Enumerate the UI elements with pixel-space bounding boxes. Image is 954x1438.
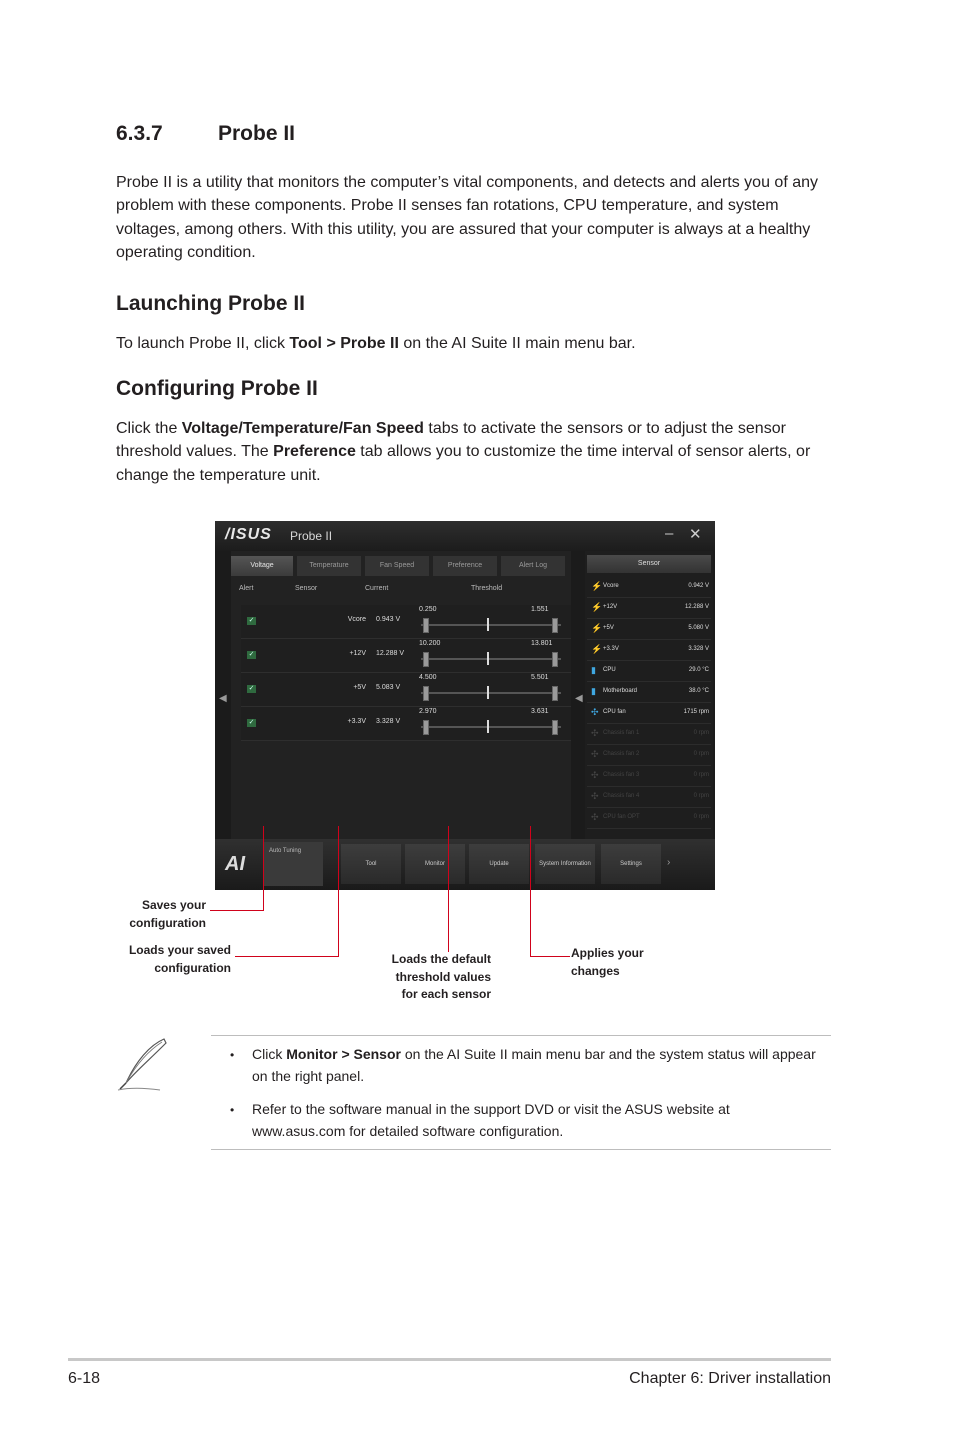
- row-threshold-low: 0.250: [419, 606, 437, 613]
- auto-tuning-button[interactable]: [263, 842, 323, 886]
- close-button[interactable]: ✕: [689, 526, 702, 543]
- callout-load-line1: Loads your saved: [128, 943, 231, 957]
- menu-tool[interactable]: Tool: [341, 844, 401, 884]
- sensor-row: [241, 639, 571, 673]
- row-current-value: 12.288 V: [376, 650, 405, 657]
- current-value-marker: [487, 720, 489, 733]
- sensor-item: [587, 703, 711, 724]
- configuring-text-1: Click the: [116, 420, 182, 437]
- sensor-item-value: 0 rpm: [693, 772, 709, 778]
- page-number: 6-18: [68, 1370, 101, 1387]
- sensor-item: [587, 661, 711, 682]
- threshold-slider-track: [421, 726, 561, 728]
- callout-save: [129, 897, 206, 932]
- row-threshold-high: 5.501: [531, 674, 549, 681]
- col-threshold: Threshold: [471, 585, 503, 592]
- ai-suite-menu-bar: [215, 839, 715, 890]
- threshold-low-handle[interactable]: [423, 618, 429, 633]
- sensor-item: [587, 808, 711, 829]
- callout-apply: [571, 945, 644, 980]
- footer-rule: [68, 1358, 831, 1361]
- row-threshold-high: 13.801: [531, 640, 553, 647]
- tab-preference[interactable]: Preference: [433, 556, 497, 576]
- sensor-item-value: 29.0 °C: [688, 667, 709, 673]
- sensor-item-value: 3.328 V: [688, 646, 709, 652]
- ai-suite-logo: AI: [225, 853, 245, 875]
- voltage-icon: ⚡: [591, 623, 603, 633]
- sensor-item-label: CPU fan: [603, 709, 626, 715]
- note-quill-icon: [114, 1035, 174, 1095]
- tab-fan-speed[interactable]: Fan Speed: [365, 556, 429, 576]
- callout-apply-line2: changes: [571, 963, 620, 978]
- section-heading: [116, 122, 295, 146]
- probe-ii-window: [215, 521, 715, 890]
- menu-system-information[interactable]: System Information: [535, 844, 595, 884]
- callout-line-apply: [530, 826, 531, 957]
- asus-logo: /ISUS: [225, 526, 272, 543]
- threshold-low-handle[interactable]: [423, 720, 429, 735]
- sensor-item-value: 1715 rpm: [683, 709, 709, 715]
- sensor-item: [587, 787, 711, 808]
- threshold-slider-track: [421, 658, 561, 660]
- row-threshold-low: 4.500: [419, 674, 437, 681]
- chapter-title: Chapter 6: Driver installation: [629, 1370, 831, 1387]
- title-bar: [215, 521, 715, 551]
- row-threshold-low: 2.970: [419, 708, 437, 715]
- current-value-marker: [487, 686, 489, 699]
- sensor-item: [587, 640, 711, 661]
- note-1-text-1: Click: [252, 1046, 287, 1062]
- thermometer-icon: ▮: [591, 686, 596, 696]
- launching-heading: Launching Probe II: [116, 292, 306, 315]
- menu-next-arrow-icon[interactable]: ›: [667, 857, 671, 868]
- sensor-item-value: 0 rpm: [693, 793, 709, 799]
- threshold-low-handle[interactable]: [423, 652, 429, 667]
- callout-save-line2: configuration: [129, 915, 206, 930]
- launching-paragraph: [116, 332, 836, 355]
- configuring-bold-1: Voltage/Temperature/Fan Speed: [181, 420, 424, 437]
- row-sensor-name: +5V: [353, 684, 366, 691]
- sensor-row: [241, 673, 571, 707]
- row-current-value: 5.083 V: [376, 684, 401, 691]
- sensor-item-value: 12.288 V: [684, 604, 709, 610]
- callout-line-load: [338, 826, 339, 957]
- fan-icon: ✣: [591, 707, 599, 717]
- sensor-item-value: 0 rpm: [693, 814, 709, 820]
- sensor-item-value: 38.0 °C: [688, 688, 709, 694]
- sensor-item-label: Motherboard: [603, 688, 638, 694]
- sensor-item-label: Chassis fan 1: [603, 730, 640, 736]
- sensor-panel-header: Sensor: [587, 555, 711, 573]
- section-number: 6.3.7: [116, 122, 163, 145]
- fan-icon: ✣: [591, 749, 599, 759]
- voltage-icon: ⚡: [591, 602, 603, 612]
- voltage-icon: ⚡: [591, 581, 603, 591]
- col-alert: Alert: [239, 585, 254, 592]
- sensor-row: [241, 707, 571, 741]
- sensor-item-value: 5.080 V: [688, 625, 709, 631]
- fan-icon: ✣: [591, 812, 599, 822]
- menu-monitor[interactable]: Monitor: [405, 844, 465, 884]
- launching-text-1: To launch Probe II, click: [116, 335, 290, 352]
- configuring-heading: Configuring Probe II: [116, 377, 318, 400]
- col-current: Current: [365, 585, 389, 592]
- callout-line-load: [235, 956, 339, 957]
- launching-bold: Tool > Probe II: [289, 335, 399, 352]
- alert-checkbox[interactable]: ✓: [248, 651, 255, 658]
- launching-text-2: on the AI Suite II main menu bar.: [398, 335, 636, 352]
- sensor-item-label: +5V: [603, 625, 614, 631]
- threshold-high-handle[interactable]: [552, 618, 558, 633]
- threshold-high-handle[interactable]: [552, 720, 558, 735]
- note-bullet: •: [230, 1048, 235, 1062]
- window-title: Probe II: [290, 529, 333, 543]
- row-sensor-name: Vcore: [347, 616, 366, 623]
- tab-voltage[interactable]: Voltage: [231, 556, 293, 576]
- auto-tuning-label: Auto Tuning: [269, 848, 302, 854]
- sensor-item-label: Chassis fan 4: [603, 793, 640, 799]
- row-sensor-name: +3.3V: [347, 718, 366, 725]
- minimize-button[interactable]: –: [665, 525, 674, 542]
- sensor-item-label: CPU fan OPT: [603, 814, 640, 820]
- note-top-rule: [211, 1035, 831, 1036]
- callout-line-default: [448, 826, 449, 952]
- sensor-item: [587, 766, 711, 787]
- alert-checkbox[interactable]: ✓: [248, 719, 255, 726]
- main-panel: [231, 551, 571, 841]
- row-threshold-high: 1.551: [531, 606, 549, 613]
- thermometer-icon: ▮: [591, 665, 596, 675]
- sensor-item-label: +12V: [603, 604, 618, 610]
- sensor-item-label: +3.3V: [603, 646, 619, 652]
- col-sensor: Sensor: [295, 585, 318, 592]
- menu-update[interactable]: Update: [469, 844, 529, 884]
- threshold-high-handle[interactable]: [552, 686, 558, 701]
- fan-icon: ✣: [591, 791, 599, 801]
- callout-line-apply: [530, 956, 570, 957]
- side-panel-arrow-icon[interactable]: ◀: [575, 693, 583, 704]
- row-sensor-name: +12V: [349, 650, 366, 657]
- sensor-item-value: 0 rpm: [693, 751, 709, 757]
- sensor-item-label: Chassis fan 3: [603, 772, 640, 778]
- sensor-row: [241, 605, 571, 639]
- configuring-text-3: tab allows you to customize the time interval of sensor alerts, or change the temperature unit.: [116, 443, 811, 484]
- callout-default-line1: Loads the default: [391, 952, 491, 966]
- note-bottom-rule: [211, 1149, 831, 1150]
- callout-load-line2: configuration: [154, 960, 231, 975]
- threshold-slider-track: [421, 692, 561, 694]
- note-item-1: [252, 1044, 827, 1087]
- alert-checkbox[interactable]: ✓: [248, 617, 255, 624]
- sensor-item-value: 0.942 V: [688, 583, 709, 589]
- fan-icon: ✣: [591, 770, 599, 780]
- current-value-marker: [487, 652, 489, 665]
- row-threshold-high: 3.631: [531, 708, 549, 715]
- voltage-icon: ⚡: [591, 644, 603, 654]
- menu-settings[interactable]: Settings: [601, 844, 661, 884]
- row-current-value: 0.943 V: [376, 616, 401, 623]
- callout-apply-line1: Applies your: [571, 946, 644, 960]
- intro-paragraph: Probe II is a utility that monitors the computer’s vital components, and detects and alerts you of any problem with these components. Probe II senses fan rotations, CPU temperature, and system voltages, among others. With this utility, you are assured that your computer is always at a healthy operating condition.: [116, 174, 818, 261]
- sensor-item: [587, 745, 711, 766]
- fan-icon: ✣: [591, 728, 599, 738]
- row-threshold-low: 10.200: [419, 640, 441, 647]
- sensor-item-label: Chassis fan 2: [603, 751, 640, 757]
- threshold-slider-track: [421, 624, 561, 626]
- callout-default: [392, 951, 491, 1004]
- callout-load: [129, 942, 231, 977]
- sensor-item: [587, 577, 711, 598]
- callout-line-save: [210, 910, 264, 911]
- note-bullet: •: [230, 1103, 235, 1117]
- sensor-item-label: CPU: [603, 667, 616, 673]
- sensor-item: [587, 619, 711, 640]
- sensor-item: [587, 682, 711, 703]
- alert-checkbox[interactable]: ✓: [248, 685, 255, 692]
- note-1-text-2: on the AI Suite II main menu bar and the system status will appear on the right panel.: [252, 1046, 816, 1084]
- row-current-value: 3.328 V: [376, 718, 401, 725]
- sensor-item: [587, 724, 711, 745]
- tab-alert-log[interactable]: Alert Log: [501, 556, 565, 576]
- current-value-marker: [487, 618, 489, 631]
- sensor-item: [587, 598, 711, 619]
- callout-save-line1: Saves your: [141, 898, 206, 912]
- configuring-bold-2: Preference: [273, 443, 356, 461]
- configuring-text-2: tabs to activate the sensors or to adjust the sensor threshold values. The: [116, 420, 786, 461]
- note-item-2: Refer to the software manual in the support DVD or visit the ASUS website at www.asus.com for detailed software configuration.: [252, 1101, 730, 1139]
- tab-temperature[interactable]: Temperature: [297, 556, 361, 576]
- sensor-side-panel: [585, 551, 713, 841]
- callout-line-save: [263, 826, 264, 911]
- left-arrow-icon[interactable]: ◀: [219, 693, 227, 704]
- threshold-high-handle[interactable]: [552, 652, 558, 667]
- configuring-paragraph: [116, 417, 836, 487]
- threshold-low-handle[interactable]: [423, 686, 429, 701]
- callout-default-line2: threshold values: [395, 969, 491, 984]
- sensor-item-value: 0 rpm: [693, 730, 709, 736]
- sensor-item-label: Vcore: [603, 583, 619, 589]
- note-1-bold: Monitor > Sensor: [286, 1046, 401, 1062]
- section-title: Probe II: [218, 122, 296, 145]
- callout-default-line3: for each sensor: [401, 987, 491, 1001]
